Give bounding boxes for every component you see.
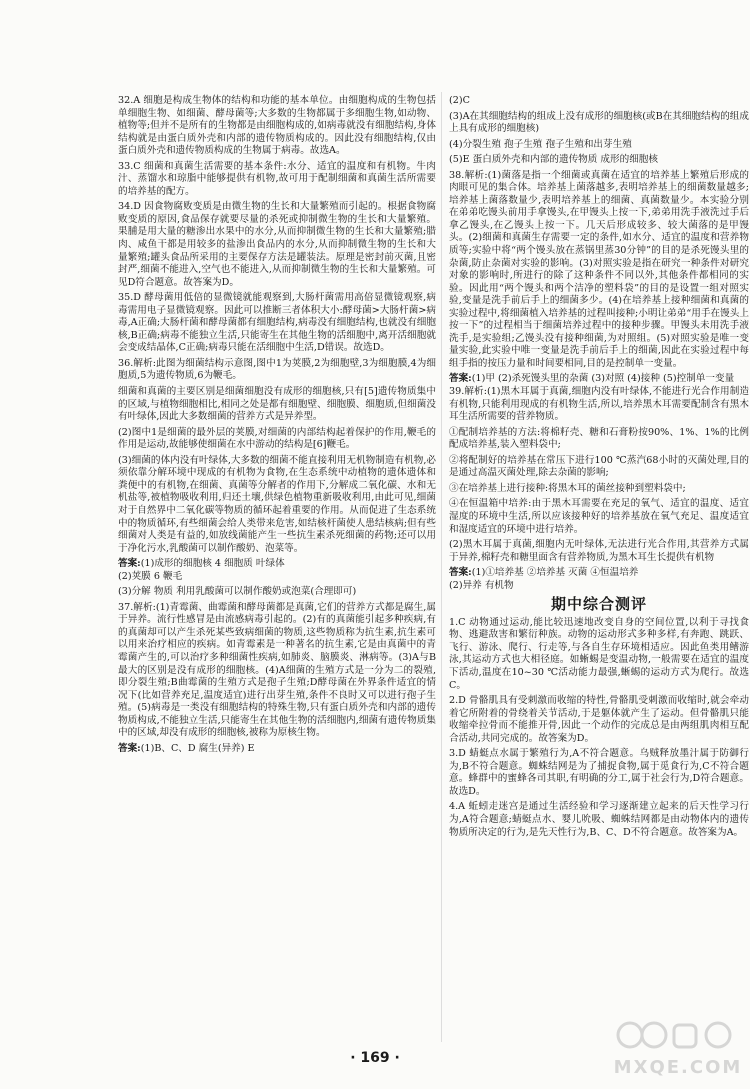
- paragraph: 1.C 动物通过运动,能比较迅速地改变自身的空间位置,以利于寻找食物、逃避敌害和繁衍种族。动物的运动形式多种多样,有奔跑、跳跃、飞行、游泳、爬行、行走等,与各自生存环境相适应。因此鱼类用鳍游泳,其运动方式也大相径庭。如蜥蜴是变温动物,一般需要在适宜的温度下活动,温度在10~30 ℃活动能力最强,蜥蜴的运动方式为爬行。故选C。: [449, 616, 749, 691]
- paragraph: 3.D 蜻蜓点水属于繁殖行为,A不符合题意。乌贼释放墨汁属于防御行为,B不符合题意。蜘蛛结网是为了捕捉食物,属于觅食行为,C不符合题意。蜂群中的蜜蜂各司其职,有明确的分工,属于社会行为,D符合题意。故选D。: [449, 748, 749, 797]
- paragraph: 39.解析:(1)黑木耳属于真菌,细胞内没有叶绿体,不能进行光合作用制造有机物,只能利用现成的有机物生活,所以,培养黑木耳需要配制含有黑木耳生活所需要的营养物质。: [449, 386, 749, 423]
- paragraph: 2.D 骨骼肌具有受刺激而收缩的特性,骨骼肌受刺激而收缩时,就会牵动着它所附着的骨绕着关节活动,于是躯体就产生了运动。但骨骼肌只能收缩牵拉骨而不能推开骨,因此一个动作的完成总是由两组肌肉相互配合活动,共同完成的。故答案为D。: [449, 695, 749, 744]
- paragraph: 38.解析:(1)菌落是指一个细菌或真菌在适宜的培养基上繁殖后形成的肉眼可见的集合体。培养基上菌落越多,表明培养基上的细菌数量越多;培养基上菌落数量少,表明培养基上的细菌、真菌数量少。本实验分别在弟弟吃馒头前用手拿馒头,在甲馒头上按一下,弟弟用洗手液洗过手后拿乙馒头,在乙馒头上按一下。几天后形成较多、较大菌落的是甲馒头。(2)细菌和真菌生存需要一定的条件,如水分、适宜的温度和营养物质等;实验中将“两个馒头放在蒸锅里蒸30分钟”的目的是杀死馒头里的杂菌,防止杂菌对实验的影响。(3)对照实验是指在研究一种条件对研究对象的影响时,所进行的除了这种条件不同以外,其他条件都相同的实验。因此用“两个馒头和两个洁净的塑料袋”的目的是设置一组对照实验,变量是洗手前后手上的细菌多少。(4)在培养基上接种细菌和真菌的实验过程中,将细菌植入培养基的过程叫接种;小明让弟弟“用手在馒头上按一下”的过程相当于细菌培养过程中的接种步骤。甲馒头未用洗手液洗手,是实验组;乙馒头没有接种细菌,为对照组。(5)对照实验是唯一变量实验,此实验中唯一变量是洗手前后手上的细菌,因此在实验过程中每组手指的按压力量和时间要相同,目的是控制单一变量。: [449, 169, 749, 369]
- paragraph: 4.A 蚯蚓走迷宫是通过生活经验和学习逐渐建立起来的后天性学习行为,A符合题意;蜻蜓点水、婴儿吮吸、蜘蛛结网都是由动物体内的遗传物质所决定的行为,是先天性行为,B、C、D不符合题意。故答案为A。: [449, 801, 749, 838]
- paragraph: ③在培养基上进行接种:将黑木耳的菌丝接种到塑料袋中;: [449, 482, 686, 494]
- answer-text: (1)①培养基 ②培养基 灭菌 ④恒温培养: [471, 567, 639, 579]
- paragraph: (2)图中1是细菌的最外层的荚膜,对细菌的内部结构起着保护的作用,鞭毛的作用是运动,故能够使细菌在水中游动的结构是[6]鞭毛。: [118, 426, 436, 451]
- paragraph: (5)E 蛋白质外壳和内部的遗传物质 成形的细胞核: [449, 154, 658, 166]
- paragraph: 36.解析:此图为细菌结构示意图,图中1为荚膜,2为细胞壁,3为细胞膜,4为细胞质,5为遗传物质,6为鞭毛。: [118, 357, 436, 382]
- answer-line: [449, 567, 749, 580]
- paragraph: ④在恒温箱中培养:由于黑木耳需要在充足的氧气、适宜的温度、适宜湿度的环境中生活,所以应该接种好的培养基放在氧气充足、温度适宜和湿度适宜的环境中进行培养。: [449, 498, 749, 535]
- paragraph: (2)黑木耳属于真菌,细胞内无叶绿体,无法进行光合作用,其营养方式属于异养,棉籽壳和糖里面含有营养物质,为黑木耳生长提供有机物: [449, 539, 749, 563]
- paragraph: 33.C 细菌和真菌生活需要的基本条件:水分、适宜的温度和有机物。牛肉汁、蒸馏水和琼脂中能够提供有机物,故可用于配制细菌和真菌生活所需要的培养基的配方。: [118, 160, 436, 197]
- answer-label: 答案:: [118, 558, 141, 570]
- answer-line: [118, 743, 436, 756]
- answer-label: 答案:: [449, 373, 472, 385]
- answer-text: (1)甲 (2)杀死馒头里的杂菌 (3)对照 (4)接种 (5)控制单一变量: [471, 373, 735, 385]
- paragraph: (2)C: [449, 95, 470, 106]
- right-column: [449, 95, 749, 842]
- page-number: · 169 ·: [350, 1050, 400, 1066]
- left-column: [118, 95, 436, 755]
- section-title: 期中综合测评: [550, 595, 647, 614]
- paragraph: (2)荚膜 6 鞭毛: [118, 570, 183, 582]
- answer-label: 答案:: [118, 742, 141, 754]
- watermark-logo-icon: [614, 1017, 742, 1081]
- answer-text: (1)B、C、D 腐生(异养) E: [140, 742, 255, 754]
- answer-line: [118, 558, 436, 571]
- paragraph: (3)细菌的体内没有叶绿体,大多数的细菌不能直接利用无机物制造有机物,必须依靠分解环境中现成的有机物为食物,在生态系统中动植物的遗体遗体和粪便中的有机物,在细菌、真菌等分解者的作用下,分解成二氧化碳、水和无机盐等,被植物吸收利用,归还土壤,供绿色植物重新吸收利用,由此可见,细菌对于自然界中二氧化碳等物质的循环起着重要的作用。从而促进了生态系统中的物质循环,有些细菌会给人类带来危害,如结核杆菌使人患结核病;但有些细菌对人类是有益的,如放线菌能产生一些抗生素杀死细菌的药物;还可以用于净化污水,乳酸菌可以制作酸奶、泡菜等。: [118, 454, 436, 554]
- svg-text:MXQE.COM: MXQE.COM: [614, 1057, 742, 1078]
- answer-text: (1)成形的细胞核 4 细胞质 叶绿体: [140, 558, 285, 570]
- paragraph: (2)异养 有机物: [449, 579, 514, 591]
- paragraph: 34.D 因食物腐败变质是由微生物的生长和大量繁殖而引起的。根据食物腐败变质的原因,食品保存就要尽量的杀死或抑制微生物的生长和大量繁殖。果脯是用大量的糖渗出水果中的水分,从而抑制微生物的生长和大量繁殖;腊肉、咸鱼干都是用较多的盐渗出食品内的水分,从而抑制微生物的生长和大量繁殖;罐头食品所采用的主要保存方法是罐装法。原理是密封前灭菌,且密封严,细菌不能进入,空气也不能进入,从而抑制微生物的生长和大量繁殖。可见D符合题意。故答案为D。: [118, 201, 436, 288]
- column-divider: [441, 92, 442, 1042]
- paragraph: (3)分解 物质 利用乳酸菌可以制作酸奶或泡菜(合理即可): [118, 586, 357, 598]
- paragraph: (4)分裂生殖 孢子生殖 孢子生殖和出芽生殖: [449, 138, 632, 150]
- answer-line: [449, 373, 749, 386]
- paragraph: 细菌和真菌的主要区别是细菌细胞没有成形的细胞核,只有[5]遗传物质集中的区域,与植物细胞相比,相同之处是都有细胞壁、细胞膜、细胞质,但细菌没有叶绿体,因此大多数细菌的营养方式是异养型。: [118, 386, 436, 423]
- paragraph: 32.A 细胞是构成生物体的结构和功能的基本单位。由细胞构成的生物包括单细胞生物、如细菌、酵母菌等;大多数的生物都属于多细胞生物,如动物、植物等;但并不是所有的生物都是由细胞构成的,如病毒就没有细胞结构,身体结构就是由蛋白质外壳和内部的遗传物质构成的。因此没有细胞结构,仅由蛋白质外壳和遗传物质构成的生物属于病毒。故选A。: [118, 95, 436, 157]
- paragraph: ②将配制好的培养基在常压下进行100 ℃蒸汽68小时的灭菌处理,目的是通过高温灭菌处理,除去杂菌的影响;: [449, 454, 749, 479]
- paragraph: (3)A在其细胞结构的组成上没有成形的细胞核(或B在其细胞结构的组成上具有成形的细胞核): [449, 110, 749, 135]
- paragraph: 37.解析:(1)青霉菌、曲霉菌和酵母菌都是真菌,它们的营养方式都是腐生,属于异养。流行性感冒是由流感病毒引起的。(2)有的真菌能引起多种疾病,有的真菌却可以产生杀死某些致病细菌的物质,这些物质称为抗生素,抗生素可以用来治疗相应的疾病。如青霉素是一种著名的抗生素,它是由真菌中的青霉菌产生的,可以治疗多种细菌性疾病,如肺炎、脑膜炎、淋病等。(3)A与B最大的区别是没有成形的细胞核。(4)A细菌的生殖方式是一分为二的裂殖,即分裂生殖;B曲霉菌的生殖方式是孢子生殖;D酵母菌在外界条件适宜的情况下(比如营养充足,温度适宜)进行出芽生殖,条件不良时又可以进行孢子生殖。(5)病毒是一类没有细胞结构的特殊生物,只有蛋白质外壳和内部的遗传物质构成,不能独立生活,只能寄生在其他生物的活细胞内,细菌有遗传物质集中的区域,却没有成形的细胞核,被称为原核生物。: [118, 601, 436, 739]
- paragraph: 35.D 酵母菌用低倍的显微镜就能观察到,大肠杆菌需用高倍显微镜观察,病毒需用电子显微镜观察。因此可以推断三者体积大小:酵母菌>大肠杆菌>病毒,A正确;大肠杆菌和酵母菌都有细胞结构,病毒没有细胞结构,也就没有细胞核,B正确;病毒不能独立生活,只能寄生在其他生物的活细胞中,离开活细胞就会变成结晶体,C正确;病毒只能在活细胞中生活,D错误。故选D。: [118, 292, 436, 354]
- paragraph: ①配制培养基的方法:将棉籽壳、糖和石膏粉按90%、1%、1%的比例配成培养基,装入塑料袋中;: [449, 426, 749, 451]
- answer-label: 答案:: [449, 567, 472, 579]
